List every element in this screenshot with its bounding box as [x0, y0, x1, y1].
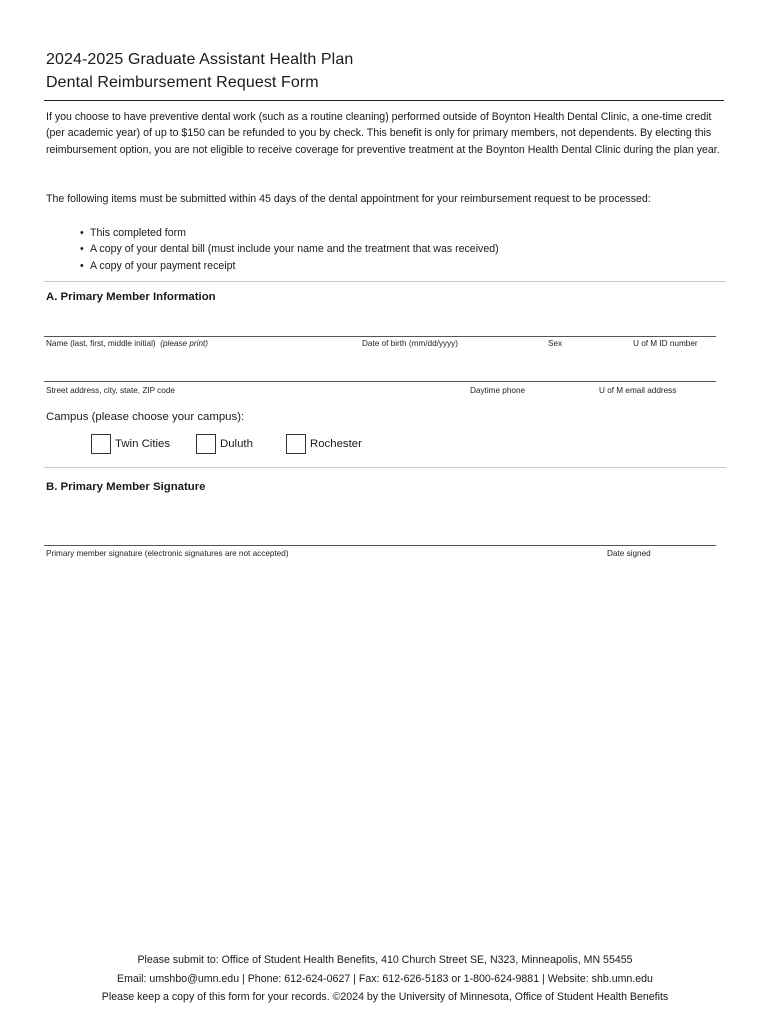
- footer-copyright: Please keep a copy of this form for your records. ©2024 by the University of Minnesota, Office of Student Health Benefits: [101, 991, 669, 1003]
- form-subtitle: Dental Reimbursement Request Form: [46, 74, 319, 91]
- duluth-label: Duluth: [220, 438, 253, 450]
- rochester-checkbox[interactable]: [286, 434, 306, 454]
- section-divider: [44, 467, 726, 468]
- rochester-label: Rochester: [310, 438, 362, 450]
- footer-contact: Email: umshbo@umn.edu | Phone: 612-624-0627 | Fax: 612-626-5183 or 1-800-624-9881 | Website: shb.umn.edu: [117, 973, 653, 985]
- list-item: • A copy of your dental bill (must include your name and the treatment that was received): [80, 241, 499, 257]
- address-field-label: Street address, city, state, ZIP code: [46, 386, 175, 395]
- section-divider: [44, 281, 726, 282]
- sex-field-label: Sex: [548, 339, 563, 348]
- intro-paragraph: If you choose to have preventive dental work (such as a routine cleaning) performed outside of Boynton Health Dental Clinic, a one-time credit (per academic year) of up to $150 can be refunded to you by check. This benefit is only for primary members, not dependents. By electing this reimbursement option, you are not eligible to receive coverage for preventive treatment at the Boynton Health Dental Clinic during the plan year.: [46, 111, 720, 156]
- dob-field-label: Date of birth (mm/dd/yyyy): [362, 339, 458, 348]
- list-item: • A copy of your payment receipt: [80, 258, 499, 274]
- signature-field-line[interactable]: [44, 545, 716, 546]
- address-field-line[interactable]: [44, 381, 716, 382]
- name-field-label: Name (last, first, middle initial) (please print): [46, 339, 209, 348]
- umid-field-label: U of M ID number: [633, 339, 698, 348]
- date-signed-label: Date signed: [607, 549, 651, 558]
- duluth-checkbox[interactable]: [196, 434, 216, 454]
- requirements-paragraph: The following items must be submitted within 45 days of the dental appointment for your reimbursement request to be processed:: [46, 193, 651, 205]
- signature-field-label: Primary member signature (electronic signatures are not accepted): [46, 549, 289, 558]
- twin-cities-label: Twin Cities: [115, 438, 171, 450]
- section-a-heading: A. Primary Member Information: [46, 291, 216, 303]
- requirements-list: [80, 225, 499, 274]
- list-item: • This completed form: [80, 225, 499, 241]
- title-divider: [44, 100, 724, 101]
- footer-address: Please submit to: Office of Student Health Benefits, 410 Church Street SE, N323, Minneapolis, MN 55455: [137, 954, 633, 966]
- phone-field-label: Daytime phone: [470, 386, 526, 395]
- twin-cities-checkbox[interactable]: [91, 434, 111, 454]
- name-field-line[interactable]: [44, 336, 716, 337]
- section-b-heading: B. Primary Member Signature: [46, 481, 206, 493]
- campus-question: Campus (please choose your campus):: [46, 411, 245, 423]
- email-field-label: U of M email address: [599, 386, 677, 395]
- form-title: 2024-2025 Graduate Assistant Health Plan: [46, 51, 354, 68]
